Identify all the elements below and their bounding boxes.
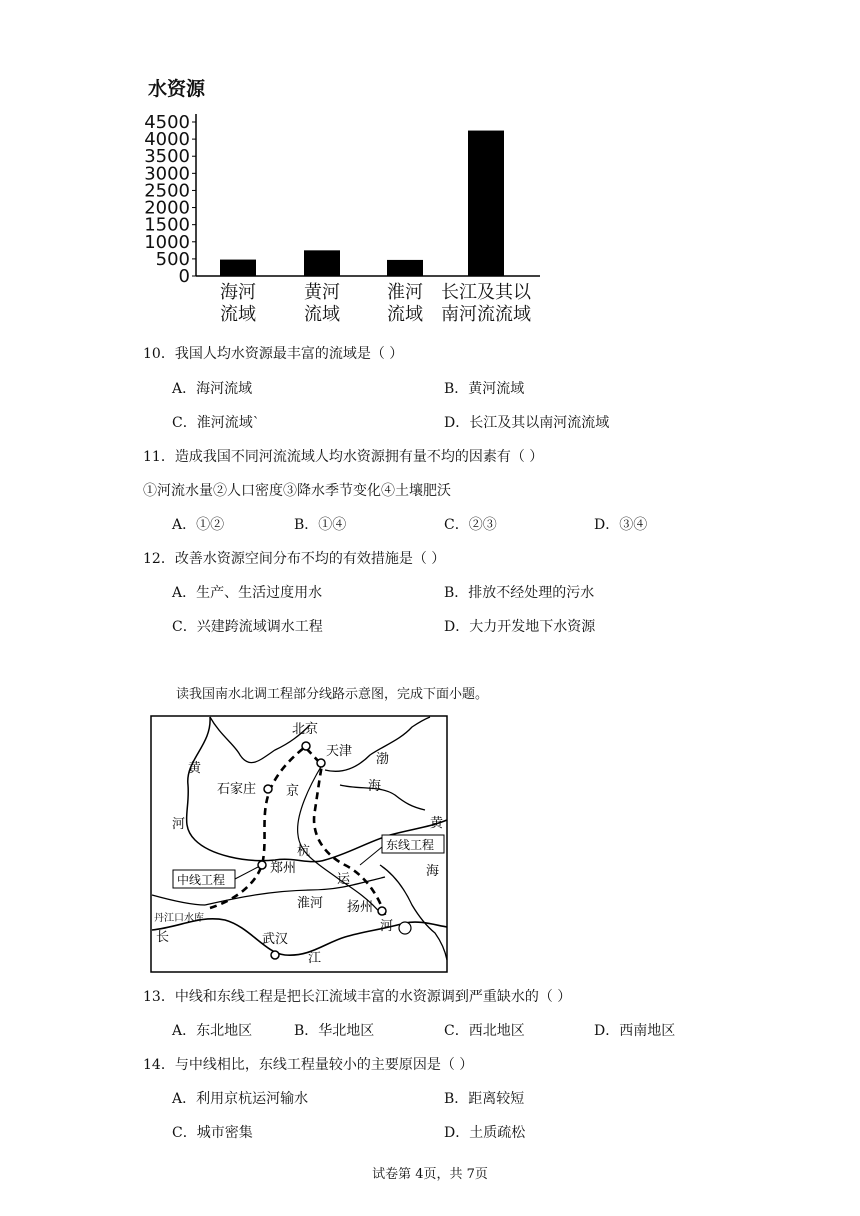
lake-marker <box>399 922 411 934</box>
page-footer: 试卷第 4页，共 7页 <box>372 1167 488 1182</box>
q11-option-c: C．②③ <box>444 517 497 533</box>
beijing-marker <box>302 742 310 750</box>
question-14-stem: 14．与中线相比，东线工程量较小的主要原因是（ ） <box>143 1057 474 1073</box>
yangzhou-marker <box>378 907 386 915</box>
y-tick-label: 4000 <box>144 129 190 151</box>
south-north-water-diversion-map <box>150 715 448 973</box>
q14-option-b: B．距离较短 <box>444 1091 525 1107</box>
danjiangkou-label: 丹江口水库 <box>154 913 204 924</box>
x-tick-label: 南河流流域 <box>441 304 531 325</box>
bar <box>220 260 256 276</box>
q14-option-d: D．土质疏松 <box>444 1125 526 1141</box>
q13-option-d: D．西南地区 <box>594 1023 676 1039</box>
he-label: 河 <box>380 919 394 934</box>
q10-option-b: B．黄河流域 <box>444 381 525 397</box>
q12-option-b: B．排放不经处理的污水 <box>444 585 595 601</box>
question-11-stem: 11．造成我国不同河流流域人均水资源拥有量不均的因素有（ ） <box>143 449 544 465</box>
bohai-label: 渤 <box>376 752 390 767</box>
tianjin-label: 天津 <box>326 744 353 759</box>
x-tick-label: 黄河 <box>304 282 340 303</box>
wuhan-marker <box>271 951 279 959</box>
q10-option-c: C．淮河流域` <box>172 415 260 431</box>
beijing-label: 北京 <box>292 722 319 737</box>
y-tick-label: 2500 <box>144 180 190 202</box>
shijiazhuang-label: 石家庄 <box>217 782 257 797</box>
huanghai-label: 黄 <box>430 816 444 831</box>
yangzhou-label: 扬州 <box>347 900 374 915</box>
q10-option-d: D．长江及其以南河流流域 <box>444 415 610 431</box>
q11-option-d: D．③④ <box>594 517 648 533</box>
y-tick-label: 0 <box>178 266 190 287</box>
q13-option-c: C．西北地区 <box>444 1023 525 1039</box>
q14-option-c: C．城市密集 <box>172 1125 253 1141</box>
hang-label: 杭 <box>297 844 311 859</box>
q12-option-d: D．大力开发地下水资源 <box>444 619 596 635</box>
q10-option-a: A．海河流域 <box>172 381 253 397</box>
bar <box>468 131 504 276</box>
question-13-stem: 13．中线和东线工程是把长江流域丰富的水资源调到严重缺水的（ ） <box>143 989 572 1005</box>
y-tick-label: 3500 <box>144 146 190 168</box>
y-tick-label: 3000 <box>144 163 190 185</box>
x-tick-label: 淮河 <box>387 282 423 303</box>
huanghai-label-2: 海 <box>426 864 440 879</box>
zhengzhou-label: 郑州 <box>270 861 297 876</box>
y-tick-label: 1500 <box>144 214 190 236</box>
y-tick-label: 500 <box>155 248 190 270</box>
y-tick-label: 4500 <box>144 112 190 133</box>
x-tick-label: 流域 <box>220 304 256 325</box>
eastern-route-label: 东线工程 <box>386 838 435 852</box>
q13-option-b: B．华北地区 <box>294 1023 375 1039</box>
huanghe-label-1: 黄 <box>188 761 202 776</box>
jing-label: 京 <box>286 784 300 799</box>
question-11-sub: ①河流水量②人口密度③降水季节变化④土壤肥沃 <box>143 483 451 499</box>
yun-label: 运 <box>337 872 351 887</box>
q14-option-a: A．利用京杭运河输水 <box>172 1091 309 1107</box>
x-tick-label: 流域 <box>304 304 340 325</box>
x-tick-label: 流域 <box>387 304 423 325</box>
q13-option-a: A．东北地区 <box>172 1023 253 1039</box>
q12-option-c: C．兴建跨流域调水工程 <box>172 619 323 635</box>
y-tick-label: 2000 <box>144 197 190 219</box>
huaihe-label: 淮河 <box>297 896 324 911</box>
question-10-stem: 10．我国人均水资源最丰富的流域是（ ） <box>143 346 404 362</box>
y-tick-label: 1000 <box>144 231 190 253</box>
shijiazhuang-marker <box>264 785 272 793</box>
tianjin-marker <box>317 759 325 767</box>
zhengzhou-marker <box>258 861 266 869</box>
map-svg <box>150 715 448 973</box>
x-tick-label: 海河 <box>220 282 256 303</box>
central-route-label: 中线工程 <box>177 873 226 887</box>
q11-option-b: B．①④ <box>294 517 347 533</box>
bar-chart-svg <box>140 74 560 330</box>
bar <box>304 250 340 276</box>
jiang-label: 江 <box>308 951 322 966</box>
section-intro: 读我国南水北调工程部分线路示意图，完成下面小题。 <box>176 687 489 702</box>
y-axis-label: 水资源 <box>148 78 206 100</box>
wuhan-label: 武汉 <box>262 932 289 947</box>
q12-option-a: A．生产、生活过度用水 <box>172 585 323 601</box>
bohai-label-2: 海 <box>368 779 382 794</box>
x-tick-label: 长江及其以 <box>441 282 531 303</box>
huanghe-label-2: 河 <box>172 817 186 832</box>
bar <box>387 260 423 276</box>
chang-label: 长 <box>156 930 170 945</box>
bar-chart <box>140 74 560 330</box>
question-12-stem: 12．改善水资源空间分布不均的有效措施是（ ） <box>143 551 446 567</box>
q11-option-a: A．①② <box>172 517 225 533</box>
